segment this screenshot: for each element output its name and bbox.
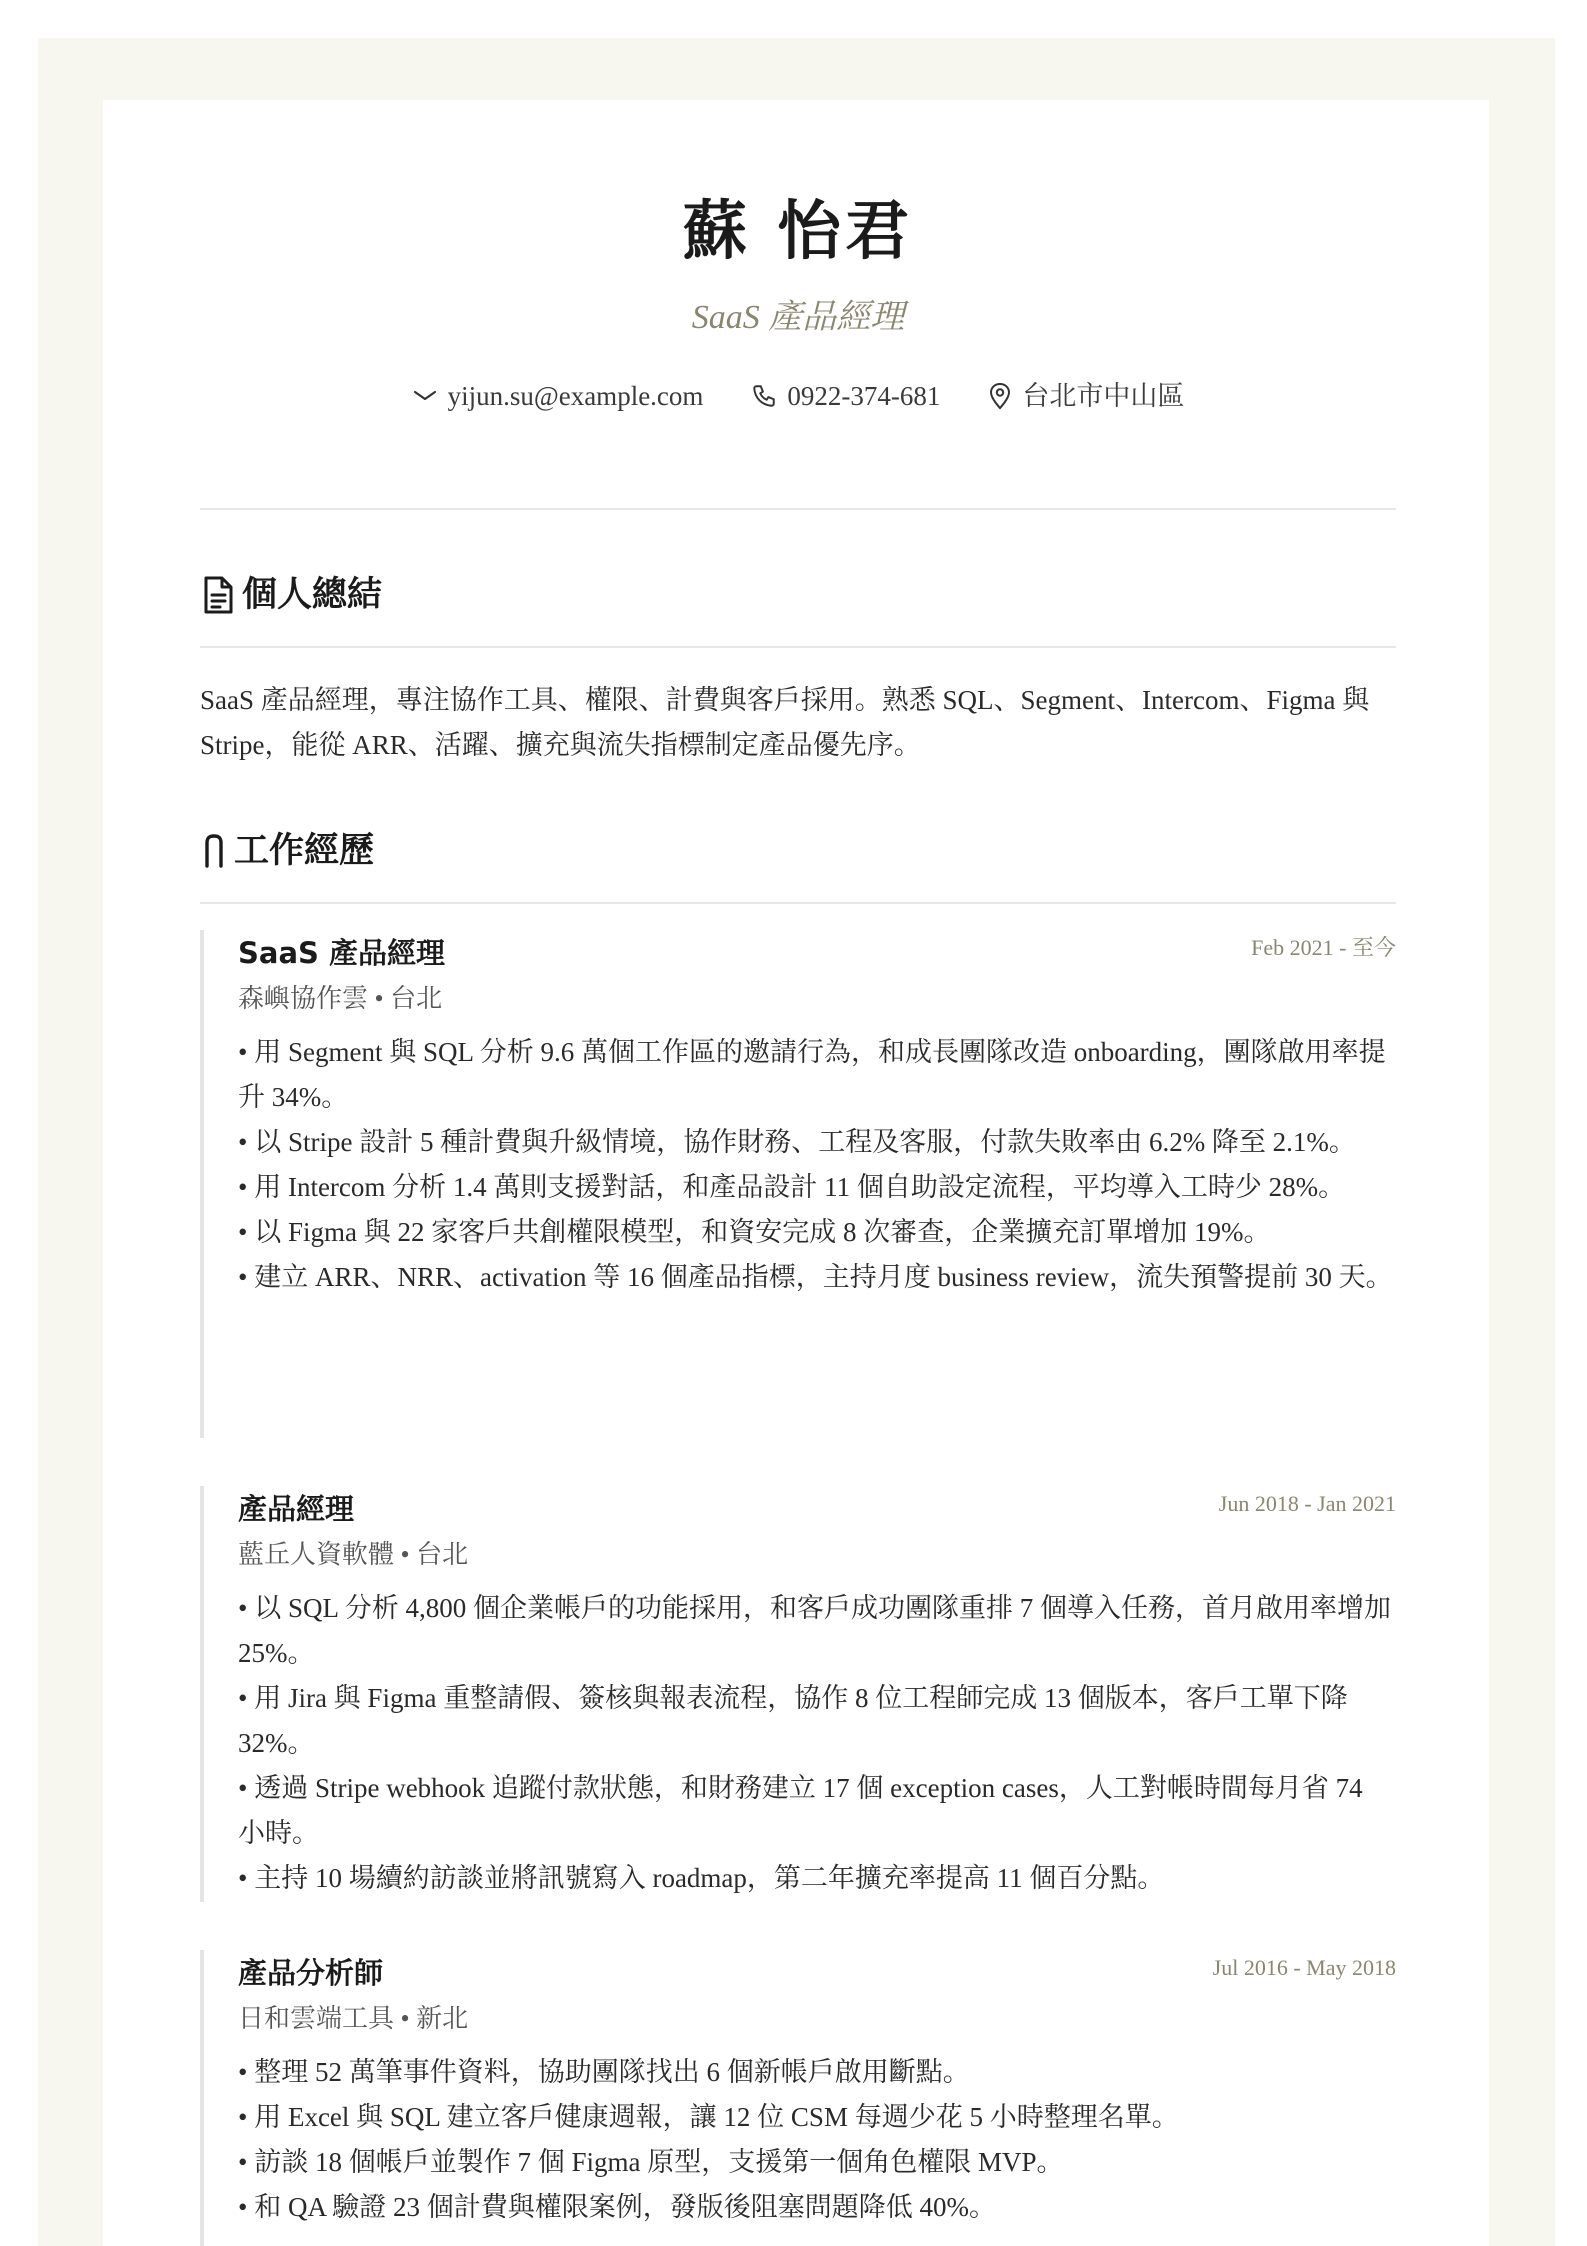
job-header <box>238 1486 1396 1532</box>
job-bullet: • 用 Excel 與 SQL 建立客戶健康週報，讓 12 位 CSM 每週少花 5 小時整理名單。 <box>238 2102 1179 2132</box>
contact-location <box>988 378 1184 414</box>
job-bullets <box>238 1586 1396 1901</box>
job-entry <box>200 1486 1396 1902</box>
job-bullet: • 用 Segment 與 SQL 分析 9.6 萬個工作區的邀請行為，和成長團隊改造 onboarding，團隊啟用率提升 34%。 <box>238 1037 1386 1112</box>
briefcase-icon <box>200 831 228 871</box>
experience-heading <box>200 828 374 874</box>
job-bullet: • 以 SQL 分析 4,800 個企業帳戶的功能採用，和客戶成功團隊重排 7 個導入任務，首月啟用率增加 25%。 <box>238 1593 1391 1668</box>
job-bullet: • 以 Stripe 設計 5 種計費與升級情境，協作財務、工程及客服，付款失敗率由 6.2% 降至 2.1%。 <box>238 1127 1356 1157</box>
summary-heading <box>200 572 382 618</box>
mail-icon <box>412 386 438 406</box>
job-date: Jul 2016 - May 2018 <box>1212 1955 1396 1980</box>
job-bullet: • 建立 ARR、NRR、activation 等 16 個產品指標，主持月度 business review，流失預警提前 30 天。 <box>238 1262 1393 1292</box>
job-entry <box>200 1950 1396 2246</box>
job-bullet: • 透過 Stripe webhook 追蹤付款狀態，和財務建立 17 個 exception cases，人工對帳時間每月省 74 小時。 <box>238 1773 1363 1848</box>
location-text: 台北市中山區 <box>1022 381 1185 411</box>
contact-phone[interactable] <box>751 378 940 414</box>
job-header <box>238 930 1396 976</box>
location-pin-icon <box>988 382 1012 410</box>
job-bullet: • 以 Figma 與 22 家客戶共創權限模型，和資安完成 8 次審查，企業擴充訂單增加 19%。 <box>238 1217 1271 1247</box>
job-company: 森嶼協作雲 • 台北 <box>238 984 443 1013</box>
job-bullets <box>238 1030 1396 1300</box>
job-bullet: • 整理 52 萬筆事件資料，協助團隊找出 6 個新帳戶啟用斷點。 <box>238 2057 970 2087</box>
job-bullet: • 主持 10 場續約訪談並將訊號寫入 roadmap，第二年擴充率提高 11 個百分點。 <box>238 1863 1165 1893</box>
job-bullet: • 用 Intercom 分析 1.4 萬則支援對話，和產品設計 11 個自助設定流程，平均導入工時少 28%。 <box>238 1172 1346 1202</box>
job-title: 產品分析師 <box>238 1956 384 1990</box>
experience-heading-label: 工作經歷 <box>234 831 375 871</box>
candidate-title: SaaS 產品經理 <box>691 299 905 336</box>
header-divider <box>200 508 1396 510</box>
job-date: Jun 2018 - Jan 2021 <box>1218 1491 1396 1516</box>
contact-row <box>200 378 1396 414</box>
email-text: yijun.su@example.com <box>447 381 704 411</box>
document-icon <box>200 575 236 615</box>
job-bullets <box>238 2050 1396 2230</box>
job-title: 產品經理 <box>238 1492 355 1526</box>
summary-text: SaaS 產品經理，專注協作工具、權限、計費與客戶採用。熟悉 SQL、Segment、Intercom、Figma 與 Stripe，能從 ARR、活躍、擴充與流失指標制定產品優先序。 <box>200 685 1370 760</box>
job-title: SaaS 產品經理 <box>238 936 446 970</box>
summary-divider <box>200 646 1396 648</box>
job-company: 藍丘人資軟體 • 台北 <box>238 1540 469 1569</box>
resume-page <box>103 100 1489 2246</box>
contact-email[interactable] <box>412 378 704 414</box>
summary-heading-label: 個人總結 <box>242 575 383 615</box>
job-entry <box>200 930 1396 1438</box>
job-bullet: • 訪談 18 個帳戶並製作 7 個 Figma 原型，支援第一個角色權限 MVP。 <box>238 2147 1064 2177</box>
job-header <box>238 1950 1396 1996</box>
candidate-name: 蘇 怡君 <box>682 195 914 269</box>
job-bullet: • 和 QA 驗證 23 個計費與權限案例，發版後阻塞問題降低 40%。 <box>238 2192 996 2222</box>
job-company: 日和雲端工具 • 新北 <box>238 2004 469 2033</box>
job-bullet: • 用 Jira 與 Figma 重整請假、簽核與報表流程，協作 8 位工程師完成 13 個版本，客戶工單下降 32%。 <box>238 1683 1348 1758</box>
job-date: Feb 2021 - 至今 <box>1251 935 1396 960</box>
phone-text: 0922-374-681 <box>787 381 941 411</box>
phone-icon <box>751 383 777 409</box>
experience-divider <box>200 902 1396 904</box>
page-background <box>38 38 1555 2246</box>
